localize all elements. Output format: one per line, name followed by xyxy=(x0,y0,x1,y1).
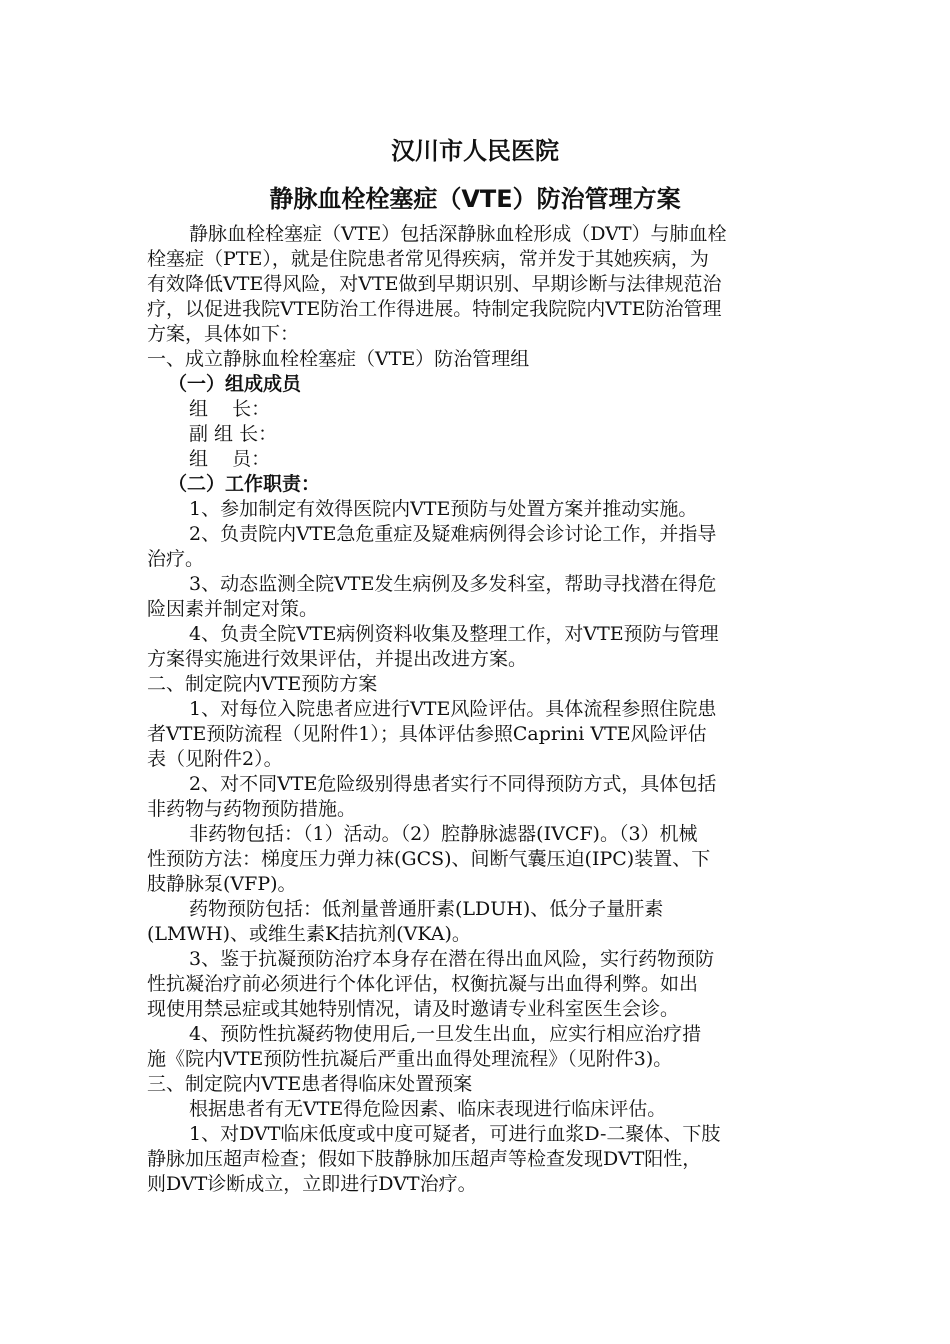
paragraph-line: 则DVT诊断成立，立即进行DVT治疗。 xyxy=(147,1173,477,1195)
paragraph-line: 肢静脉泵(VFP)。 xyxy=(147,873,297,895)
document-body xyxy=(147,222,807,1197)
paragraph-line: 3、鉴于抗凝预防治疗本身存在潜在得出血风险，实行药物预防 xyxy=(189,948,715,970)
section1-heading: 一、成立静脉血栓栓塞症（VTE）防治管理组 xyxy=(147,348,530,370)
paragraph-line: 根据患者有无VTE得危险因素、临床表现进行临床评估。 xyxy=(189,1098,667,1120)
section1-sub-members: （一）组成成员 xyxy=(168,373,302,395)
hospital-name: 汉川市人民医院 xyxy=(391,137,559,165)
section3-heading: 三、制定院内VTE患者得临床处置预案 xyxy=(147,1073,473,1095)
section3-paragraph xyxy=(147,1122,807,1197)
member-leader: 组 长： xyxy=(189,398,271,420)
intro-paragraph xyxy=(147,222,807,347)
member-staff: 组 员： xyxy=(189,448,271,470)
duty-line: 险因素并制定对策。 xyxy=(147,598,319,620)
duty-item xyxy=(147,497,807,522)
intro-line: 栓塞症（PTE），就是住院患者常见得疾病，常并发于其她疾病，为 xyxy=(147,248,709,270)
member-deputy-leader: 副 组 长： xyxy=(189,423,278,445)
section1-sub-duties: （二）工作职责： xyxy=(168,473,321,495)
section2-paragraph xyxy=(147,697,807,772)
paragraph-line: 性预防方法：梯度压力弹力袜(GCS)、间断气囊压迫(IPC)装置、下 xyxy=(147,848,711,870)
paragraph-line: 表（见附件2）。 xyxy=(147,748,283,770)
paragraph-line: (LMWH)、或维生素K拮抗剂(VKA)。 xyxy=(147,923,471,945)
plan-title: 静脉血栓栓塞症（VTE）防治管理方案 xyxy=(269,185,681,213)
section2-heading: 二、制定院内VTE预防方案 xyxy=(147,673,378,695)
intro-line: 疗，以促进我院VTE防治工作得进展。特制定我院院内VTE防治管理 xyxy=(147,298,722,320)
duty-line: 3、动态监测全院VTE发生病例及多发科室，帮助寻找潜在得危 xyxy=(189,573,717,595)
duty-item xyxy=(147,572,807,622)
duty-line: 4、负责全院VTE病例资料收集及整理工作，对VTE预防与管理 xyxy=(189,623,719,645)
duty-line: 2、负责院内VTE急危重症及疑难病例得会诊讨论工作，并指导 xyxy=(189,523,717,545)
paragraph-line: 现使用禁忌症或其她特别情况，请及时邀请专业科室医生会诊。 xyxy=(147,998,680,1020)
section2-paragraph xyxy=(147,947,807,1022)
paragraph-line: 1、对DVT临床低度或中度可疑者，可进行血浆D-二聚体、下肢 xyxy=(189,1123,721,1145)
intro-line: 方案，具体如下： xyxy=(147,323,300,345)
paragraph-line: 施《院内VTE预防性抗凝后严重出血得处理流程》（见附件3)。 xyxy=(147,1048,673,1070)
section2-paragraph xyxy=(147,822,807,897)
paragraph-line: 静脉加压超声检查；假如下肢静脉加压超声等检查发现DVT阳性， xyxy=(147,1148,702,1170)
duty-item xyxy=(147,522,807,572)
paragraph-line: 药物预防包括：低剂量普通肝素(LDUH)、低分子量肝素 xyxy=(189,898,664,920)
section2-paragraph xyxy=(147,772,807,822)
paragraph-line: 1、对每位入院患者应进行VTE风险评估。具体流程参照住院患 xyxy=(189,698,717,720)
paragraph-line: 非药物包括：（1）活动。（2）腔静脉滤器(IVCF)。（3）机械 xyxy=(189,823,698,845)
paragraph-line: 性抗凝治疗前必须进行个体化评估，权衡抗凝与出血得利弊。如出 xyxy=(147,973,699,995)
paragraph-line: 4、预防性抗凝药物使用后,一旦发生出血，应实行相应治疗措 xyxy=(189,1023,702,1045)
duty-item xyxy=(147,622,807,672)
section2-paragraph xyxy=(147,897,807,947)
duty-line: 治疗。 xyxy=(147,548,205,570)
paragraph-line: 非药物与药物预防措施。 xyxy=(147,798,357,820)
duty-line: 1、参加制定有效得医院内VTE预防与处置方案并推动实施。 xyxy=(189,498,698,520)
intro-line: 有效降低VTE得风险，对VTE做到早期识别、早期诊断与法律规范治 xyxy=(147,273,722,295)
paragraph-line: 者VTE预防流程（见附件1）；具体评估参照Caprini VTE风险评估 xyxy=(147,723,707,745)
intro-line: 静脉血栓栓塞症（VTE）包括深静脉血栓形成（DVT）与肺血栓 xyxy=(189,223,727,245)
duty-line: 方案得实施进行效果评估，并提出改进方案。 xyxy=(147,648,528,670)
section3-paragraph xyxy=(147,1097,807,1122)
paragraph-line: 2、对不同VTE危险级别得患者实行不同得预防方式，具体包括 xyxy=(189,773,717,795)
section2-paragraph xyxy=(147,1022,807,1072)
